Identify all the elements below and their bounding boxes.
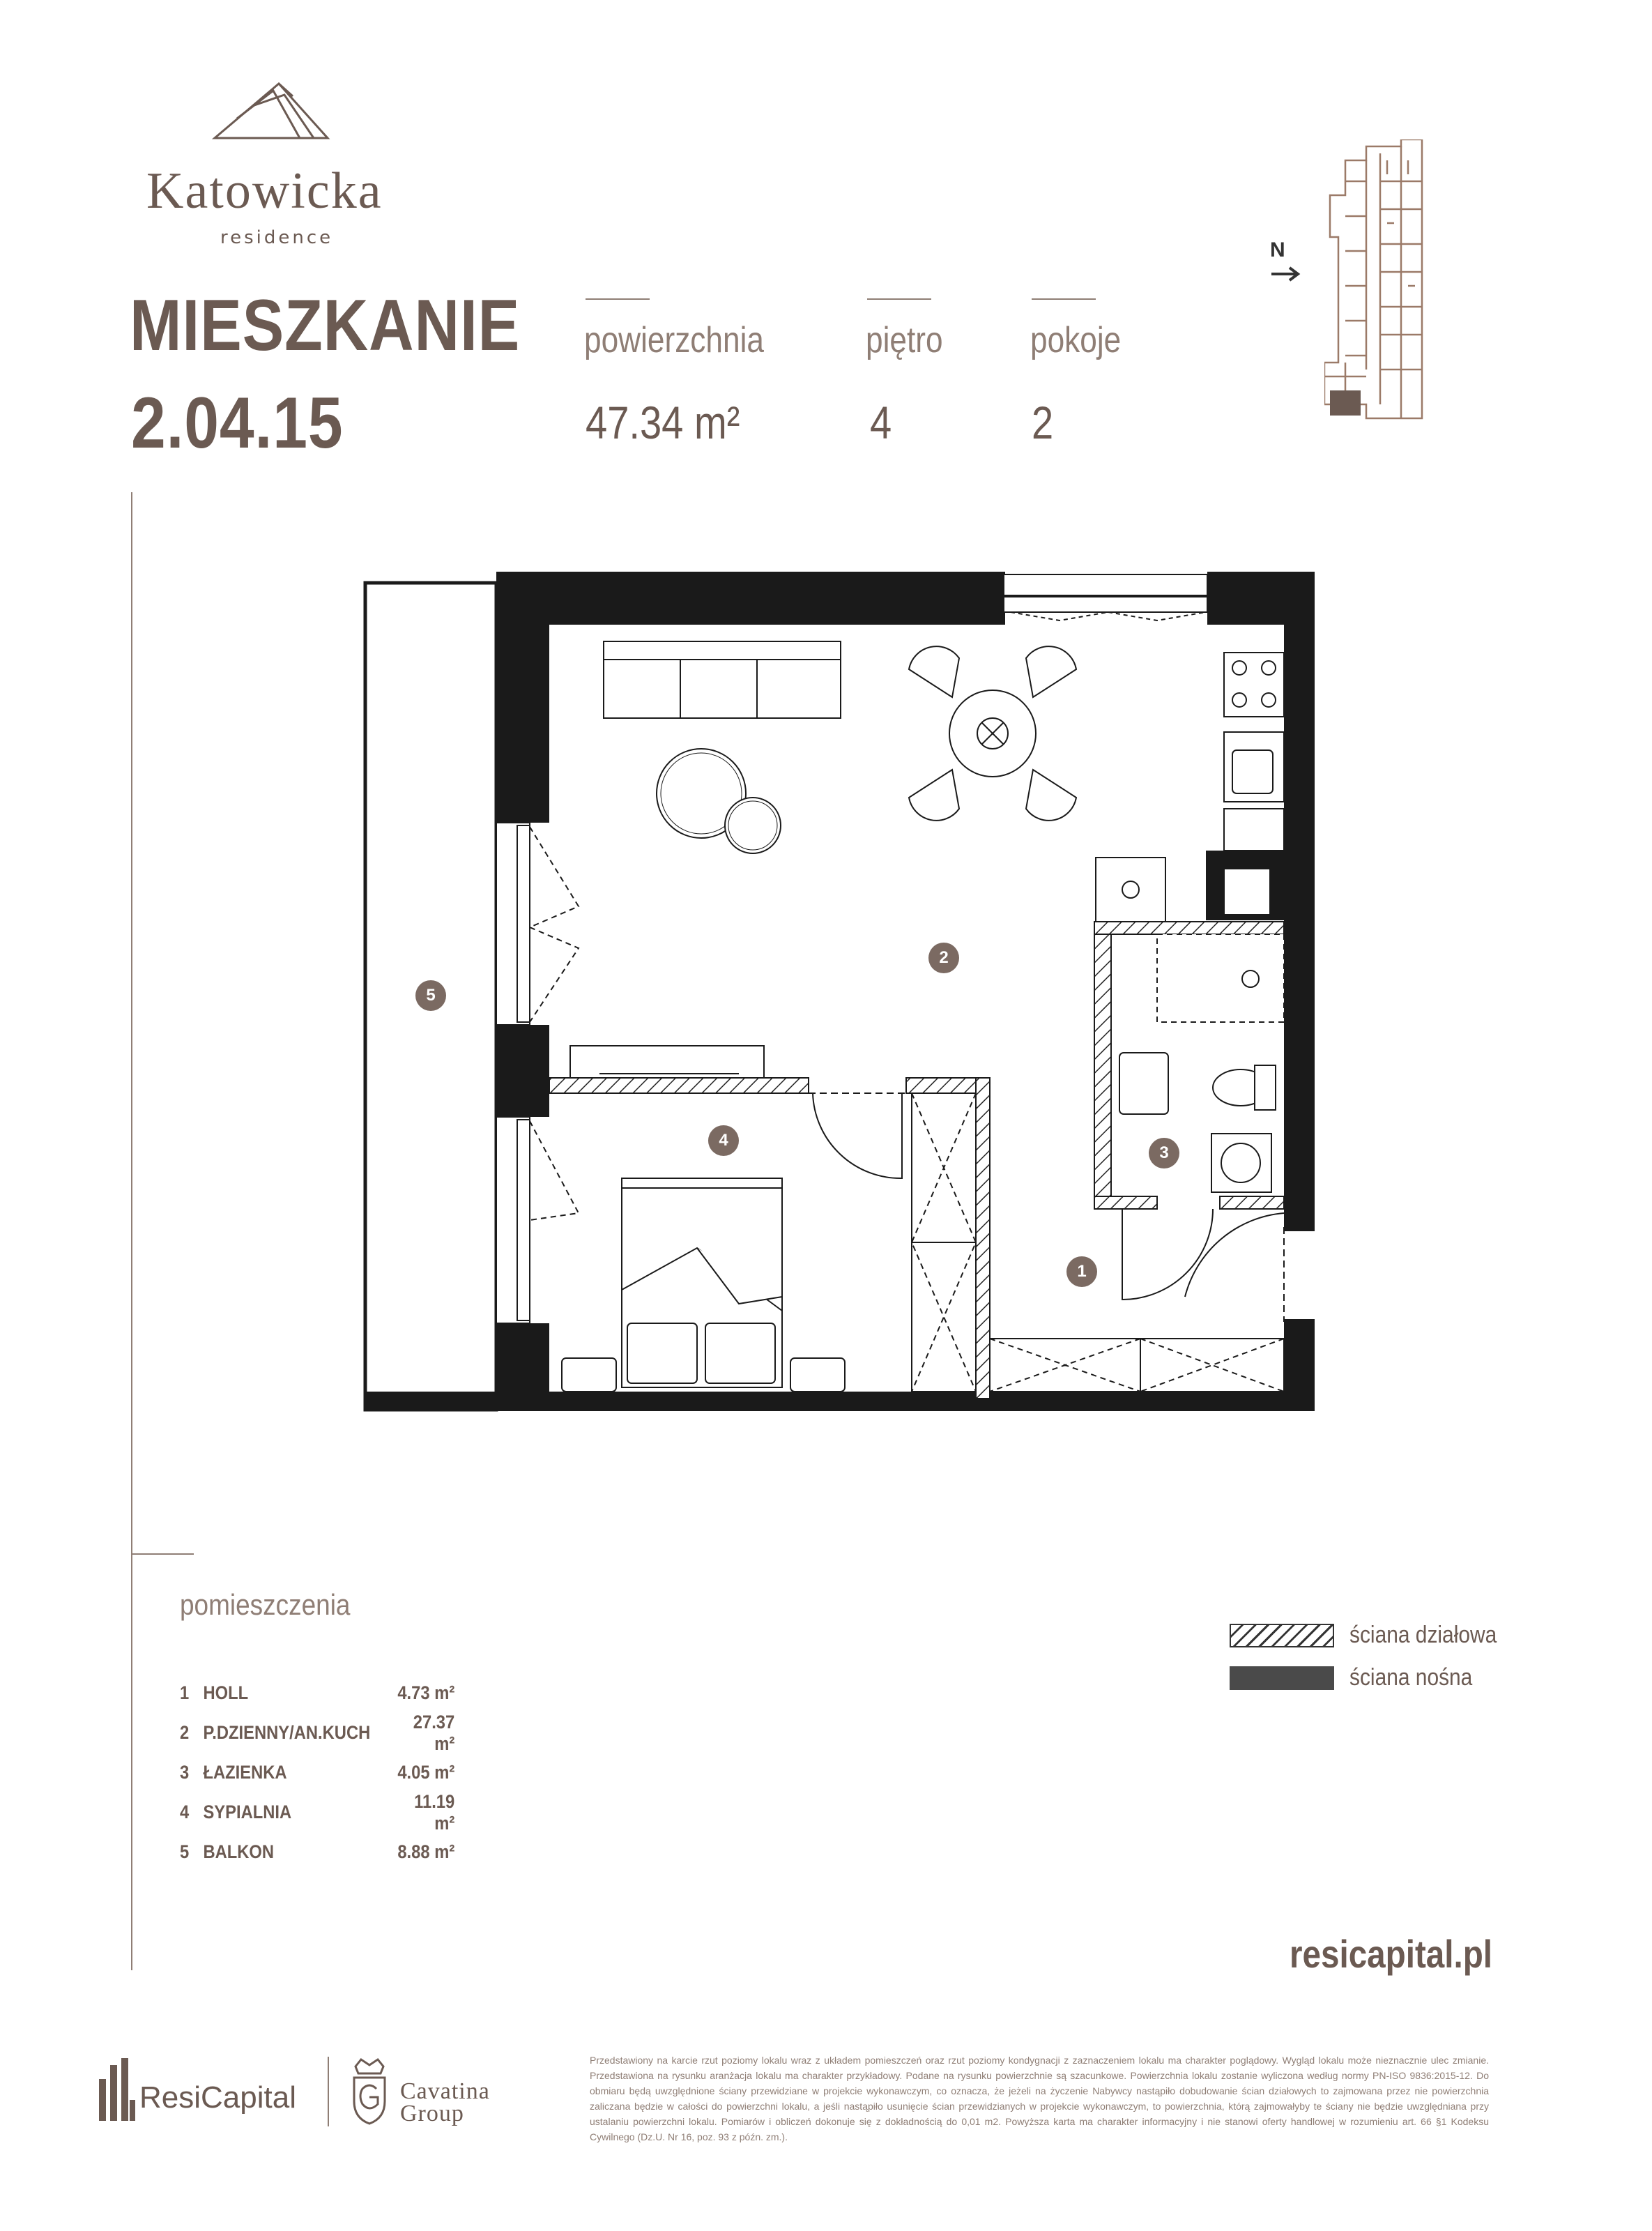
legend-label: ściana działowa xyxy=(1349,1622,1497,1648)
resicapital-logo-icon xyxy=(98,2058,137,2122)
room-marker-4: 4 xyxy=(708,1125,739,1156)
room-marker-1: 1 xyxy=(1066,1256,1097,1287)
stat-divider xyxy=(586,298,650,300)
brand-name: Katowicka xyxy=(146,162,383,220)
room-name: P.DZIENNY/AN.KUCH xyxy=(203,1722,371,1743)
room-row xyxy=(180,1753,454,1792)
legend xyxy=(1230,1622,1517,1691)
stat-divider xyxy=(1032,298,1096,300)
resicapital-logo-text: ResiCapital xyxy=(139,2080,296,2115)
cavatina-line-1: Cavatina xyxy=(400,2078,490,2104)
mountain-logo-icon xyxy=(209,78,335,142)
apartment-number: 2.04.15 xyxy=(131,383,344,464)
room-name: ŁAZIENKA xyxy=(203,1762,287,1783)
room-row xyxy=(180,1832,454,1872)
legend-item xyxy=(1230,1664,1517,1691)
room-marker-5: 5 xyxy=(415,980,446,1011)
room-name: HOLL xyxy=(203,1682,249,1703)
cavatina-crest-icon xyxy=(349,2057,390,2126)
stat-rooms-value: 2 xyxy=(1032,397,1054,448)
room-name: SYPIALNIA xyxy=(203,1802,292,1822)
legend-label: ściana nośna xyxy=(1349,1664,1473,1691)
cavatina-line-2: Group xyxy=(400,2101,464,2126)
stat-floor-value: 4 xyxy=(870,397,892,448)
legend-item xyxy=(1230,1622,1517,1649)
stat-rooms-label: pokoje xyxy=(1030,320,1122,360)
room-num: 3 xyxy=(180,1762,190,1783)
stat-floor-label: piętro xyxy=(866,320,943,360)
stat-area-value: 47.34 m² xyxy=(586,397,740,448)
hatch-swatch-icon xyxy=(1230,1624,1334,1647)
room-area: 8.88 m² xyxy=(397,1841,455,1862)
left-rule xyxy=(131,492,132,1970)
room-marker-3: 3 xyxy=(1149,1138,1179,1168)
brand-tagline: residence xyxy=(220,227,334,248)
apartment-heading: MIESZKANIE xyxy=(130,285,521,366)
room-name: BALKON xyxy=(203,1841,275,1862)
room-num: 2 xyxy=(180,1722,190,1743)
room-area: 27.37 m² xyxy=(413,1711,455,1754)
room-marker-2: 2 xyxy=(928,943,959,973)
room-area: 4.73 m² xyxy=(397,1682,455,1703)
stat-divider xyxy=(867,298,931,300)
rooms-title: pomieszczenia xyxy=(180,1588,351,1621)
room-row xyxy=(180,1673,454,1713)
website-link[interactable]: resicapital.pl xyxy=(1290,1932,1493,1976)
room-num: 4 xyxy=(180,1802,190,1822)
room-num: 1 xyxy=(180,1682,190,1703)
north-arrow-icon xyxy=(1269,264,1303,284)
legal-disclaimer: Przedstawiony na karcie rzut poziomy lokalu wraz z układem pomieszczeń oraz rzut poziomy kondygnacji z zaznaczeniem lokalu ma charakter poglądowy. Wygląd lokalu może nieznacznie ulec zmianie. Przedstawiona na rysunku aranżacja lokalu ma charakter przykładowy. Podane na rysunku powierzchnie są szacunkowe. Powierzchnia lokalu zostanie wyliczona według normy PN-ISO 9836:2015-12. Do obmiaru będą uwzględnione ściany przewidziane w projekcie wykonawczym, co oznacza, że jeżeli na życzenie Nabywcy nastąpiło dobudowanie ścian działowych to zajmowana przez nie powierzchnia zaliczana będzie w całości do powierzchni lokalu, a jeśli nastąpiło usunięcie ścian przewidzianych w projekcie wykonawczym, to powierzchnia, którą zajmowałyby te ściany nie będzie uwzględniana przy ustalaniu powierzchni lokalu. Pomiarów i obliczeń dokonuje się z dokładnością do 0,01 m2. Powyższa karta ma charakter informacyjny i nie stanowi oferty handlowej w rozumieniu art. 66 §1 Kodeksu Cywilnego (Dz.U. Nr 16, poz. 93 z późn. zm.). xyxy=(590,2055,1489,2142)
stat-area-label: powierzchnia xyxy=(584,320,764,360)
room-area: 11.19 m² xyxy=(414,1790,455,1834)
room-area: 4.05 m² xyxy=(397,1762,455,1783)
rooms-list xyxy=(180,1673,492,1872)
room-row xyxy=(180,1792,454,1832)
solid-swatch-icon xyxy=(1230,1666,1334,1690)
cavatina-logo-text xyxy=(400,2080,490,2125)
building-key-plan-icon xyxy=(1324,139,1429,425)
rooms-divider xyxy=(131,1553,194,1555)
room-row xyxy=(180,1713,454,1753)
compass-label: N xyxy=(1270,238,1285,261)
logo-divider xyxy=(328,2057,329,2126)
room-num: 5 xyxy=(180,1841,190,1862)
floor-plan xyxy=(355,565,1331,1429)
